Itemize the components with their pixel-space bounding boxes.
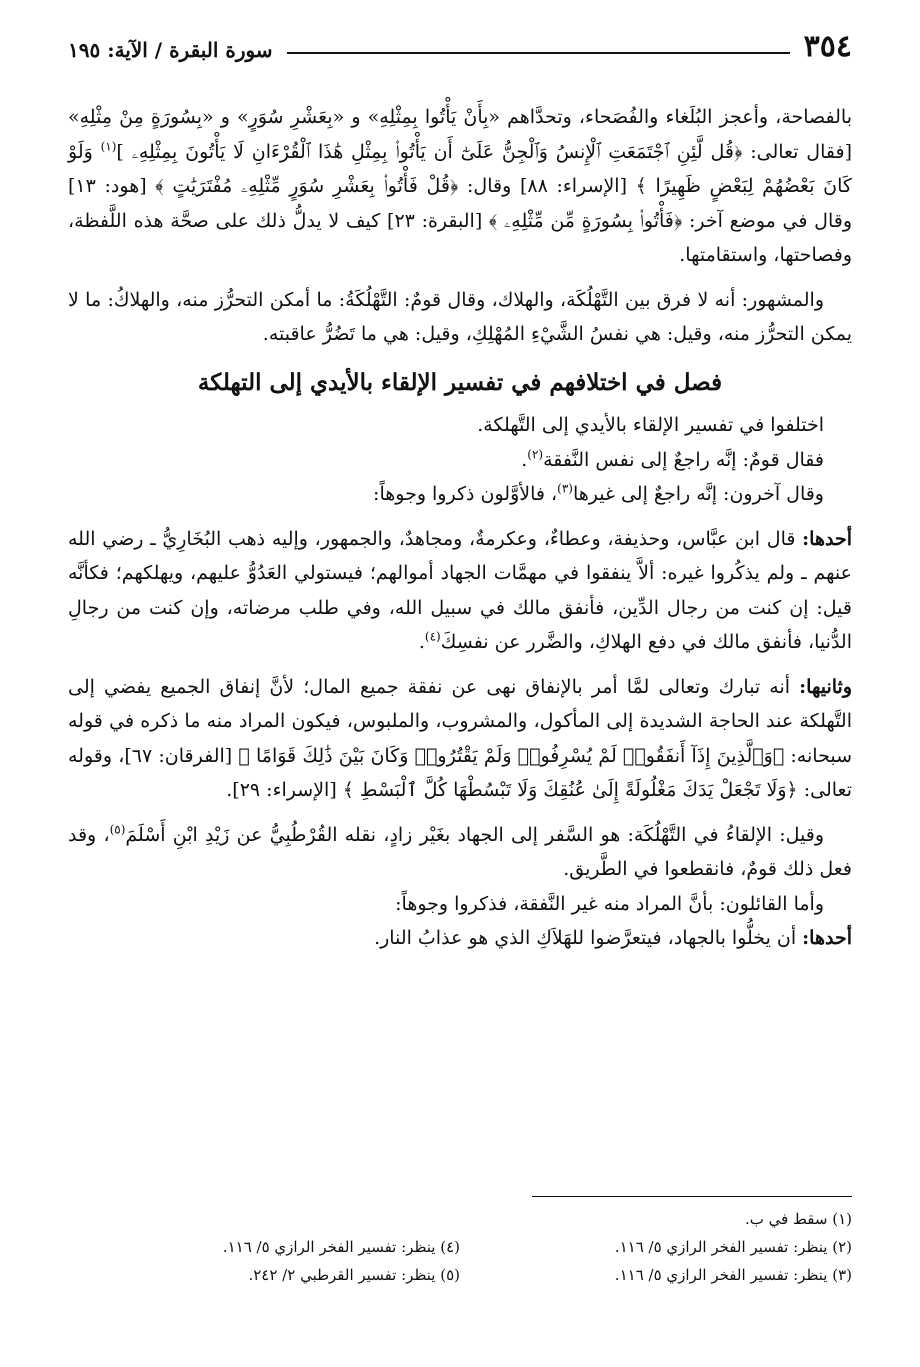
footnote-5: (٥) ينظر: تفسير القرطبي ٢/ ٢٤٢. <box>248 1266 460 1284</box>
point-label-3: أحدها: <box>802 927 852 949</box>
footnote-2: (٢) ينظر: تفسير الفخر الرازي ٥/ ١١٦. <box>614 1238 852 1256</box>
footnote-separator <box>532 1196 852 1197</box>
point-label-1: أحدها: <box>802 527 852 550</box>
header-rule <box>287 52 790 54</box>
paragraph-1 <box>68 100 852 273</box>
section-heading: فصل في اختلافهم في تفسير الإلقاء بالأيدي إلى التهلكة <box>197 368 723 396</box>
footnote-ref-5[interactable]: (٥) <box>109 822 126 837</box>
paragraph-2: والمشهور: أنه لا فرق بين التَّهْلُكَة، والهلاك، وقال قومٌ: التَّهْلُكَةُ: ما أمكن التحرُّز منه، والهلاكُ: ما لا يمكن التحرُّز منه، وقيل: هي نفسُ الشَّيْءِ المُهْلِكِ، وقيل: هي ما تَضُرُّ عاقبته. <box>68 288 852 345</box>
page-header <box>68 22 852 62</box>
paragraph-4-text: فقال قومٌ: إنَّه راجعٌ إلى نفس النَّفقة <box>543 448 824 471</box>
footnote-3: (٣) ينظر: تفسير الفخر الرازي ٥/ ١١٦. <box>614 1266 852 1284</box>
paragraph-1-text: بالفصاحة، وأعجز البُلَغاء والفُصَحاء، وتحدَّاهم «بِأَنْ يَأْتُوا بِمِثْلِهِ» و «بِعَشْرِ سُوَرٍ» و «بِسُورَةٍ مِنْ مِثْلِهِ» [فقال تعالى: ﴿قُل لَّئِنِ ٱجْتَمَعَتِ ٱلْإِنسُ وَٱلْجِنُّ عَلَىٰٓ أَن يَأْتُوا۟ بِمِثْلِ هَٰذَا ٱلْقُرْءَانِ لَا يَأْتُونَ بِمِثْلِهِۦ ] <box>68 106 852 163</box>
paragraph-6-end: . <box>418 631 425 653</box>
paragraph-5-text: وقال آخرون: إنَّه راجعٌ إلى غيرها <box>572 483 824 505</box>
paragraph-7 <box>68 670 852 808</box>
footnote-4: (٤) ينظر: تفسير الفخر الرازي ٥/ ١١٦. <box>222 1238 460 1256</box>
footnote-ref-1[interactable]: (١) <box>100 139 117 154</box>
paragraph-3: اختلفوا في تفسير الإلقاء بالأيدي إلى التَّهلكة. <box>477 414 824 436</box>
footnote-ref-2[interactable]: (٢) <box>527 447 544 462</box>
paragraph-5 <box>68 477 852 512</box>
paragraph-8-text: وقيل: الإلقاءُ في التَّهْلُكَة: هو السَّفر إلى الجهاد بغَيْر زادٍ، نقله القُرْطُبِيُّ عن زَيْدِ ابْنِ أَسْلَمَ <box>125 823 824 846</box>
footnote-row-2 <box>68 1233 852 1261</box>
footnote-ref-3[interactable]: (٣) <box>557 481 573 496</box>
paragraph-9: وأما القائلون: بأنَّ المراد منه غير النَّفقة، فذكروا وجوهاً: <box>395 892 824 915</box>
paragraph-8 <box>68 818 852 887</box>
paragraph-6-text: قال ابن عبَّاس، وحذيفة، وعطاءٌ، وعكرمةٌ، ومجاهدٌ، والجمهور، وإليه ذهب البُخَارِيُّ ـ رضي الله عنهم ـ ولم يذكُروا غيره: ألاَّ ينفقوا في مهمَّات الجهاد أموالهم؛ فيستولي العَدُوُّ عليهم، ويهلكهم؛ فكأنَّه قيل: إن كنت من رجال الدِّين، فأنفق مالك في سبيل الله، وفي طلب مرضاته، وإن كنت من رجالِ الدُّنيا، فأنفق مالك في دفع الهلاكِ، والضَّرر عن نفسِكَ <box>68 527 852 653</box>
footnote-row-1 <box>68 1205 852 1233</box>
paragraph-1-continuation: وَلَوْ كَانَ بَعْضُهُمْ لِبَعْضٍ ظَهِيرًا ﴾ [الإسراء: ٨٨] وقال: ﴿قُلْ فَأْتُوا۟ بِعَشْرِ سُوَرٍ مِّثْلِهِۦ مُفْتَرَيَٰتٍ ﴾ [هود: ١٣] وقال في موضع آخر: ﴿فَأْتُوا۟ بِسُورَةٍ مِّن مِّثْلِهِۦ ﴾ [البقرة: ٢٣] كيف لا يدلُّ ذلك على صحَّة هذه اللَّفظة، وفصاحتها، واستقامتها. <box>68 140 852 266</box>
running-title: سورة البقرة / الآية: ١٩٥ <box>68 38 273 62</box>
paragraph-4-end: . <box>521 448 528 471</box>
paragraph-10-text: أن يخلُّوا بالجهاد، فيتعرَّضوا للهَلاَكِ الذي هو عذابُ النار. <box>374 927 803 949</box>
paragraph-5-end: ، فالأوَّلون ذكروا وجوهاً: <box>373 483 558 505</box>
paragraph-7-text: أنه تبارك وتعالى لمَّا أمر بالإنفاق نهى عن نفقة جميع المال؛ لأنَّ إنفاق الجميع يفضي إلى التَّهلكة عند الحاجة الشديدة إلى المأكول، والمشروب، والملبوس، فيكون المراد منه ما ذكره في قوله سبحانه: ﴿وَٱلَّذِينَ إِذَآ أَنفَقُوا۟ لَمْ يُسْرِفُوا۟ وَلَمْ يَقْتُرُوا۟ وَكَانَ بَيْنَ ذَٰلِكَ قَوَامًا ﴾ [الفرقان: ٦٧]، وقوله تعالى: ﴿وَلَا تَجْعَلْ يَدَكَ مَغْلُولَةً إِلَىٰ عُنُقِكَ وَلَا تَبْسُطْهَا كُلَّ ٱلْبَسْطِ ﴾ [الإسراء: ٢٩]. <box>68 675 852 801</box>
footnote-ref-4[interactable]: (٤) <box>424 629 441 644</box>
footnotes <box>68 1205 852 1289</box>
paragraph-6 <box>68 522 852 660</box>
page-number: ٣٥٤ <box>803 29 852 64</box>
footnote-row-3 <box>68 1261 852 1289</box>
paragraph-8-end: ، وقد فعل ذلك قومٌ، فانقطعوا في الطَّريق. <box>68 823 852 880</box>
paragraph-10 <box>68 921 852 956</box>
footnote-1: (١) سقط في ب. <box>744 1210 852 1228</box>
point-label-2: وثانيها: <box>799 675 852 698</box>
paragraph-4 <box>68 443 852 478</box>
main-text <box>68 100 852 956</box>
